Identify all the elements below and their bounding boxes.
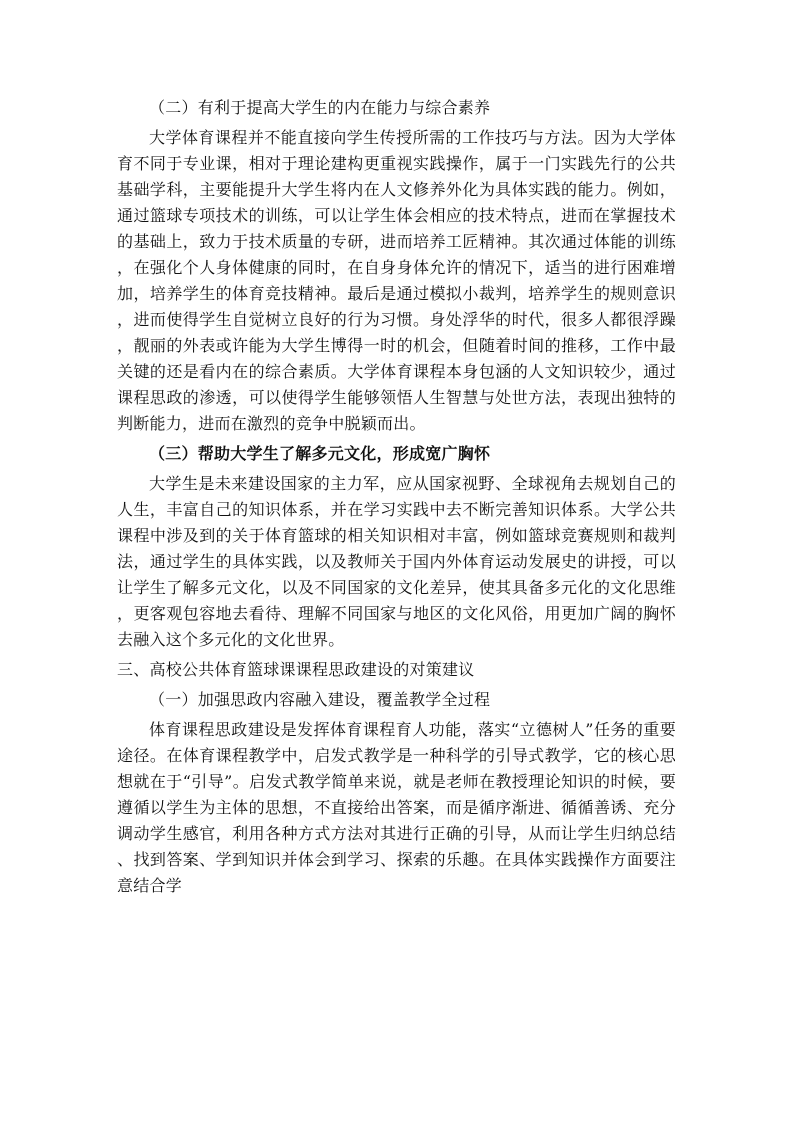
document-body <box>117 95 676 899</box>
subheading-3: （三）帮助大学生了解多元文化，形成宽广胸怀 <box>149 444 491 463</box>
subheading-2: （二）有利于提高大学生的内在能力与综合素养 <box>149 98 491 117</box>
section-heading-3: 三、高校公共体育篮球课课程思政建设的对策建议 <box>117 660 475 679</box>
paragraph-3: 大学生是未来建设国家的主力军，应从国家视野、全球视角去规划自己的人生，丰富自己的知识体系，并在学习实践中去不断完善知识体系。大学公共课程中涉及到的关于体育篮球的相关知识相对丰富，例如篮球竞赛规则和裁判法，通过学生的具体实践，以及教师关于国内外体育运动发展史的讲授，可以让学生了解多元文化，以及不同国家的文化差异，使其具备多元化的文化思维，更客观包容地去看待、理解不同国家与地区的文化风俗，用更加广阔的胸怀去融入这个多元化的文化世界。 <box>117 474 676 649</box>
paragraph-3-1: 体育课程思政建设是发挥体育课程育人功能，落实“立德树人”任务的重要途径。在体育课程教学中，启发式教学是一种科学的引导式教学，它的核心思想就在于“引导”。启发式教学简单来说，就是老师在教授理论知识的时候，要遵循以学生为主体的思想，不直接给出答案，而是循序渐进、循循善诱、充分调动学生感官，利用各种方式方法对其进行正确的引导，从而让学生归纳总结、找到答案、学到知识并体会到学习、探索的乐趣。在具体实践操作方面要注意结合学 <box>117 720 676 895</box>
paragraph-2: 大学体育课程并不能直接向学生传授所需的工作技巧与方法。因为大学体育不同于专业课，相对于理论建构更重视实践操作，属于一门实践先行的公共基础学科，主要能提升大学生将内在人文修养外化为具体实践的能力。例如，通过篮球专项技术的训练，可以让学生体会相应的技术特点，进而在掌握技术的基础上，致力于技术质量的专研，进而培养工匠精神。其次通过体能的训练，在强化个人身体健康的同时，在自身身体允许的情况下，适当的进行困难增加，培养学生的体育竞技精神。最后是通过模拟小裁判，培养学生的规则意识，进而使得学生自觉树立良好的行为习惯。身处浮华的时代，很多人都很浮躁，靓丽的外表或许能为大学生博得一时的机会，但随着时间的推移，工作中最关键的还是看内在的综合素质。大学体育课程本身包涵的人文知识较少，通过课程思政的渗透，可以使得学生能够领悟人生智慧与处世方法，表现出独特的判断能力，进而在激烈的竞争中脱颖而出。 <box>117 128 676 433</box>
subheading-3-1: （一）加强思政内容融入建设，覆盖教学全过程 <box>149 690 491 709</box>
